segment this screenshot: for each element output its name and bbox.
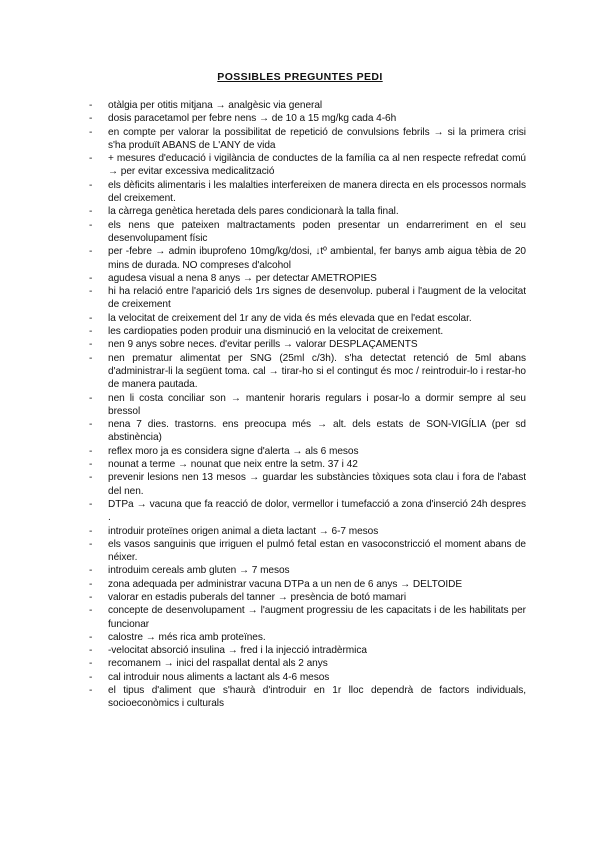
- list-item-text: nen li costa conciliar son → mantenir horaris regulars i posar-lo a dormir sempre al seu bressol: [108, 392, 526, 417]
- list-item: [89, 285, 526, 312]
- list-item-text: dosis paracetamol per febre nens → de 10 a 15 mg/kg cada 4-6h: [108, 113, 397, 125]
- page-title: POSSIBLES PREGUNTES PEDI: [217, 71, 383, 83]
- list-item-text: zona adequada per administrar vacuna DTPa a un nen de 6 anys → DELTOIDE: [108, 578, 463, 590]
- list-item: [89, 657, 526, 670]
- list-item: [89, 312, 526, 325]
- list-item-text: els vasos sanguinis que irriguen el pulmó fetal estan en vasoconstricció el moment abans de néixer.: [108, 538, 526, 564]
- bullet-dash: -: [89, 645, 93, 657]
- list-item: [89, 152, 526, 179]
- list-item: [89, 205, 526, 218]
- list-item-text: hi ha relació entre l'aparició dels 1rs signes de desenvolup. puberal i l'augment de la velocitat de creixement: [108, 286, 526, 311]
- bullet-dash: -: [89, 538, 93, 550]
- bullet-dash: -: [89, 498, 93, 510]
- list-item: [89, 418, 526, 445]
- list-item-text: reflex moro ja es considera signe d'alerta → als 6 mesos: [108, 445, 359, 457]
- list-item-text: recomanem → inici del raspallat dental als 2 anys: [108, 658, 328, 670]
- list-item-text: otàlgia per otitis mitjana → analgèsic via general: [108, 100, 323, 111]
- bullet-dash: -: [89, 631, 93, 643]
- list-item-text: nounat a terme → nounat que neix entre la setm. 37 i 42: [108, 459, 358, 471]
- bullet-dash: -: [89, 459, 93, 471]
- list-item: [89, 525, 526, 538]
- list-item: [89, 671, 526, 684]
- list-item-text: nen prematur alimentat per SNG (25ml c/3h). s'ha detectat retenció de 5ml abans d'administrar-li la següent toma. cal → tirar-ho si el contingut és moc / reintroduir-lo i restar-ho de manera pautada.: [108, 352, 526, 391]
- question-list: [89, 99, 526, 711]
- list-item: [89, 471, 526, 498]
- list-item-text: calostre → més rica amb proteïnes.: [108, 631, 266, 643]
- list-item: [89, 325, 526, 338]
- list-item: [89, 338, 526, 351]
- list-item: [89, 99, 526, 112]
- bullet-dash: -: [89, 312, 93, 324]
- list-item: [89, 644, 526, 657]
- bullet-dash: -: [89, 326, 93, 338]
- bullet-dash: -: [89, 591, 93, 603]
- list-item: [89, 604, 526, 631]
- list-item-text: prevenir lesions nen 13 mesos → guardar les substàncies tòxiques sota clau i fora de l'abast del nen.: [108, 472, 526, 497]
- bullet-dash: -: [89, 206, 93, 218]
- list-item-text: concepte de desenvolupament → l'augment progressiu de les capacitats i de les habilitats per funcionar: [108, 605, 526, 630]
- list-item: [89, 591, 526, 604]
- list-item-text: cal introduir nous aliments a lactant als 4-6 mesos: [108, 671, 330, 683]
- bullet-dash: -: [89, 113, 93, 125]
- list-item: [89, 538, 526, 565]
- bullet-dash: -: [89, 179, 93, 191]
- list-item-text: introduir proteïnes origen animal a dieta lactant → 6-7 mesos: [108, 525, 379, 537]
- bullet-dash: -: [89, 126, 93, 138]
- bullet-dash: -: [89, 671, 93, 683]
- bullet-dash: -: [89, 352, 93, 364]
- bullet-dash: -: [89, 219, 93, 231]
- list-item: [89, 112, 526, 125]
- bullet-dash: -: [89, 525, 93, 537]
- list-item-text: la càrrega genètica heretada dels pares condicionarà la talla final.: [108, 206, 399, 218]
- bullet-dash: -: [89, 578, 93, 590]
- list-item: [89, 219, 526, 246]
- list-item-text: en compte per valorar la possibilitat de repetició de convulsions febrils → si la primera crisi s'ha produït ABANS de L'ANY de vida: [108, 126, 526, 151]
- list-item: [89, 352, 526, 392]
- bullet-dash: -: [89, 445, 93, 457]
- list-item: [89, 179, 526, 206]
- list-item-text: -velocitat absorció insulina → fred i la injecció intradèrmica: [108, 645, 367, 657]
- list-item-text: la velocitat de creixement del 1r any de vida és més elevada que en l'edat escolar.: [108, 312, 472, 324]
- list-item-text: nen 9 anys sobre neces. d'evitar perills → valorar DESPLAÇAMENTS: [108, 339, 418, 351]
- bullet-dash: -: [89, 286, 93, 298]
- list-item: [89, 564, 526, 577]
- list-item: [89, 445, 526, 458]
- bullet-dash: -: [89, 565, 93, 577]
- bullet-dash: -: [89, 419, 93, 431]
- bullet-dash: -: [89, 339, 93, 351]
- list-item: [89, 631, 526, 644]
- list-item: [89, 458, 526, 471]
- bullet-dash: -: [89, 100, 93, 111]
- list-item: [89, 245, 526, 272]
- list-item-text: els dèficits alimentaris i les malalties interfereixen de manera directa en els processos normals del creixement.: [108, 179, 526, 205]
- list-item: [89, 392, 526, 419]
- bullet-dash: -: [89, 153, 93, 165]
- bullet-dash: -: [89, 685, 93, 697]
- list-item-text: nena 7 dies. trastorns. ens preocupa més → alt. dels estats de SON-VIGÍLIA (per sd abstinència): [108, 419, 526, 444]
- list-item: [89, 578, 526, 591]
- bullet-dash: -: [89, 658, 93, 670]
- list-item-text: el tipus d'aliment que s'haurà d'introduir en 1r lloc dependrà de factors individuals, socioeconòmics i culturals: [108, 685, 526, 710]
- list-item: [89, 126, 526, 153]
- list-item-text: valorar en estadis puberals del tanner → presència de botó mamari: [108, 591, 407, 603]
- list-item: [89, 498, 526, 525]
- bullet-dash: -: [89, 472, 93, 484]
- bullet-dash: -: [89, 246, 93, 258]
- list-item-text: agudesa visual a nena 8 anys → per detectar AMETROPIES: [108, 272, 377, 284]
- list-item-text: per -febre → admin ibuprofeno 10mg/kg/dosi, ↓tº ambiental, fer banys amb aigua tèbia de 20 mins de durada. NO compreses d'alcohol: [108, 246, 526, 271]
- list-item-text: + mesures d'educació i vigilància de conductes de la família ca al nen respecte refredat comú → per evitar excessiva medicalització: [108, 153, 526, 178]
- list-item-text: les cardiopaties poden produir una disminució en la velocitat de creixement.: [108, 326, 444, 338]
- bullet-dash: -: [89, 605, 93, 617]
- bullet-dash: -: [89, 392, 93, 404]
- list-item: [89, 272, 526, 285]
- list-item-text: introduim cereals amb gluten → 7 mesos: [108, 565, 290, 577]
- list-item-text: els nens que pateixen maltractaments poden presentar un endarreriment en el seu desenvolupament físic: [108, 219, 526, 244]
- list-item: [89, 684, 526, 711]
- list-item-text: DTPa → vacuna que fa reacció de dolor, vermellor i tumefacció a zona d'inserció 24h despres .: [108, 498, 526, 524]
- bullet-dash: -: [89, 272, 93, 284]
